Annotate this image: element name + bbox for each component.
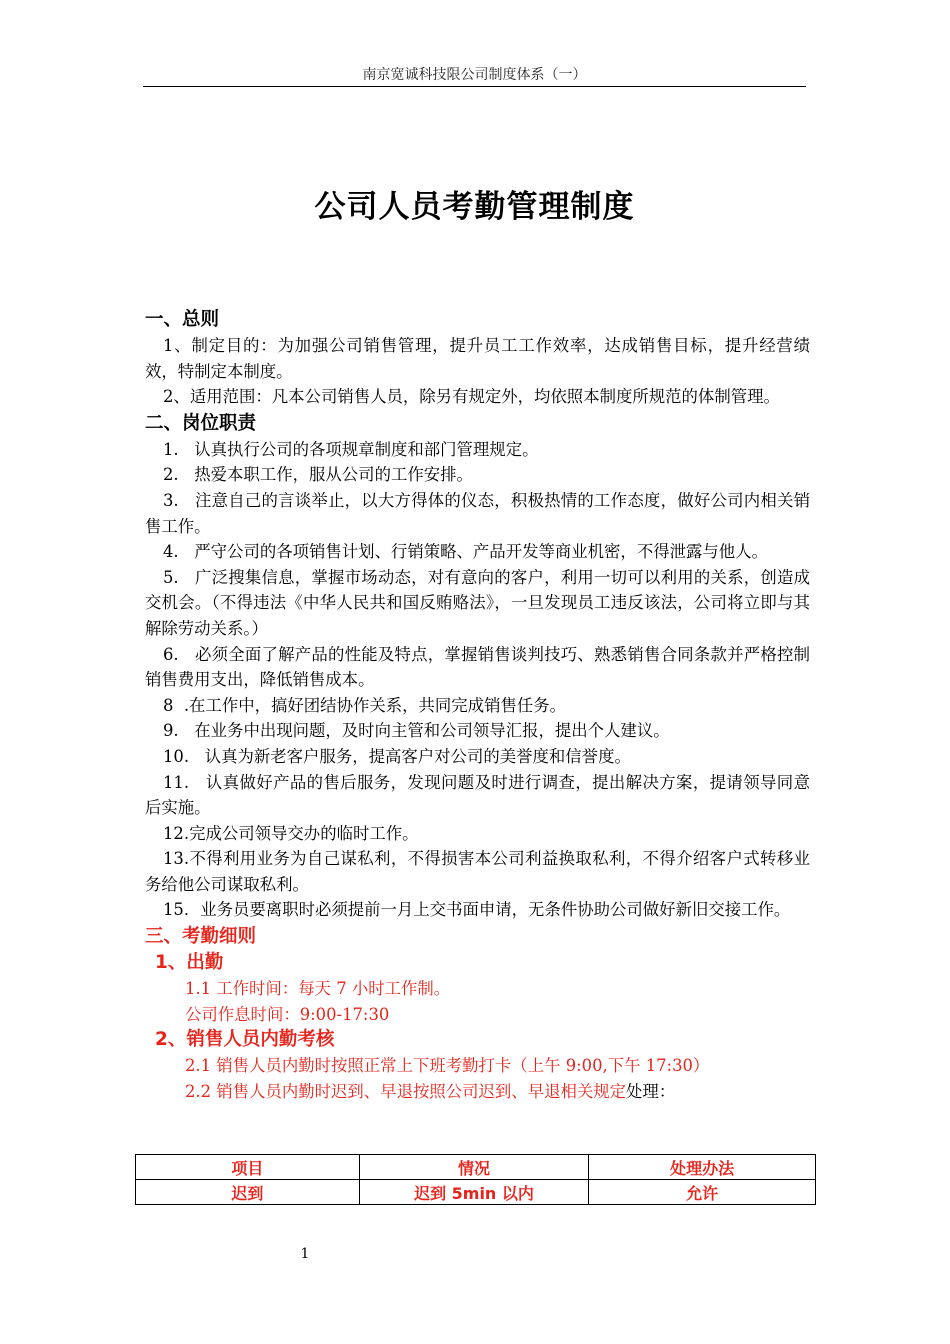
table-cell: 迟到 bbox=[136, 1180, 360, 1205]
subheading-attendance-hours: 1、出勤 bbox=[155, 952, 224, 974]
table-cell: 迟到 5min 以内 bbox=[359, 1180, 589, 1205]
late-rule-line bbox=[145, 1079, 810, 1105]
table-row bbox=[136, 1180, 816, 1205]
table-header-cell: 处理办法 bbox=[589, 1155, 816, 1180]
section-heading-attendance: 三、考勤细则 bbox=[145, 926, 257, 948]
general-item: 1、制定目的：为加强公司销售管理，提升员工工作效率，达成销售目标，提升经营绩效，特制定本制度。 bbox=[145, 336, 810, 381]
duty-item: 1. 认真执行公司的各项规章制度和部门管理规定。 bbox=[163, 439, 539, 459]
subheading-office-attendance: 2、销售人员内勤考核 bbox=[155, 1029, 335, 1051]
duty-item: 12.完成公司领导交办的临时工作。 bbox=[163, 823, 419, 843]
clock-in-rule-line: 2.1 销售人员内勤时按照正常上下班考勤打卡（上午 9:00,下午 17:30） bbox=[185, 1056, 710, 1076]
page-number: 1 bbox=[300, 1246, 310, 1262]
document-title: 公司人员考勤管理制度 bbox=[314, 189, 635, 225]
section-heading-general: 一、总则 bbox=[145, 309, 220, 330]
schedule-line: 公司作息时间：9:00-17:30 bbox=[185, 1004, 390, 1024]
table-cell: 允许 bbox=[589, 1180, 816, 1205]
work-hours-line: 1.1 工作时间：每天 7 小时工作制。 bbox=[185, 979, 451, 999]
late-rule-suffix: 处理： bbox=[626, 1081, 676, 1101]
table-header-cell: 项目 bbox=[136, 1155, 360, 1180]
duty-item: 15．业务员要离职时必须提前一月上交书面申请，无条件协助公司做好新旧交接工作。 bbox=[163, 900, 791, 920]
duty-item: 2. 热爱本职工作，服从公司的工作安排。 bbox=[163, 465, 473, 485]
document-body bbox=[145, 306, 810, 1104]
duty-item: 10. 认真为新老客户服务，提高客户对公司的美誉度和信誉度。 bbox=[163, 746, 631, 766]
table-header-cell: 情况 bbox=[359, 1155, 589, 1180]
duty-item: 5. 广泛搜集信息，掌握市场动态，对有意向的客户，利用一切可以利用的关系，创造成交机会。（不得违法《中华人民共和国反贿赂法》，一旦发现员工违反该法，公司将立即与其解除劳动关系。） bbox=[145, 567, 810, 638]
duty-item: 11. 认真做好产品的售后服务，发现问题及时进行调查，提出解决方案，提请领导同意后实施。 bbox=[145, 772, 810, 818]
header-rule bbox=[143, 86, 806, 87]
table-header-row bbox=[136, 1155, 816, 1180]
late-rule-text: 2.2 销售人员内勤时迟到、早退按照公司迟到、早退相关规定 bbox=[185, 1081, 627, 1101]
running-header: 南京宽诚科技限公司制度体系（一） bbox=[362, 67, 587, 83]
duty-item: 9. 在业务中出现问题，及时向主管和公司领导汇报，提出个人建议。 bbox=[163, 721, 670, 741]
duty-item: 6. 必须全面了解产品的性能及特点，掌握销售谈判技巧、熟悉销售合同条款并严格控制销售费用支出，降低销售成本。 bbox=[145, 644, 810, 690]
attendance-table bbox=[135, 1154, 816, 1205]
general-item: 2、适用范围：凡本公司销售人员，除另有规定外，均依照本制度所规范的体制管理。 bbox=[163, 387, 780, 407]
section-heading-duties: 二、岗位职责 bbox=[145, 412, 257, 434]
duty-item: 13.不得利用业务为自己谋私利，不得损害本公司利益换取私利，不得介绍客户式转移业务给他公司谋取私利。 bbox=[145, 849, 810, 894]
duty-item: 3. 注意自己的言谈举止，以大方得体的仪态，积极热情的工作态度，做好公司内相关销售工作。 bbox=[145, 490, 810, 536]
duty-item: 8 .在工作中，搞好团结协作关系，共同完成销售任务。 bbox=[163, 695, 567, 715]
duty-item: 4. 严守公司的各项销售计划、行销策略、产品开发等商业机密，不得泄露与他人。 bbox=[163, 542, 768, 562]
